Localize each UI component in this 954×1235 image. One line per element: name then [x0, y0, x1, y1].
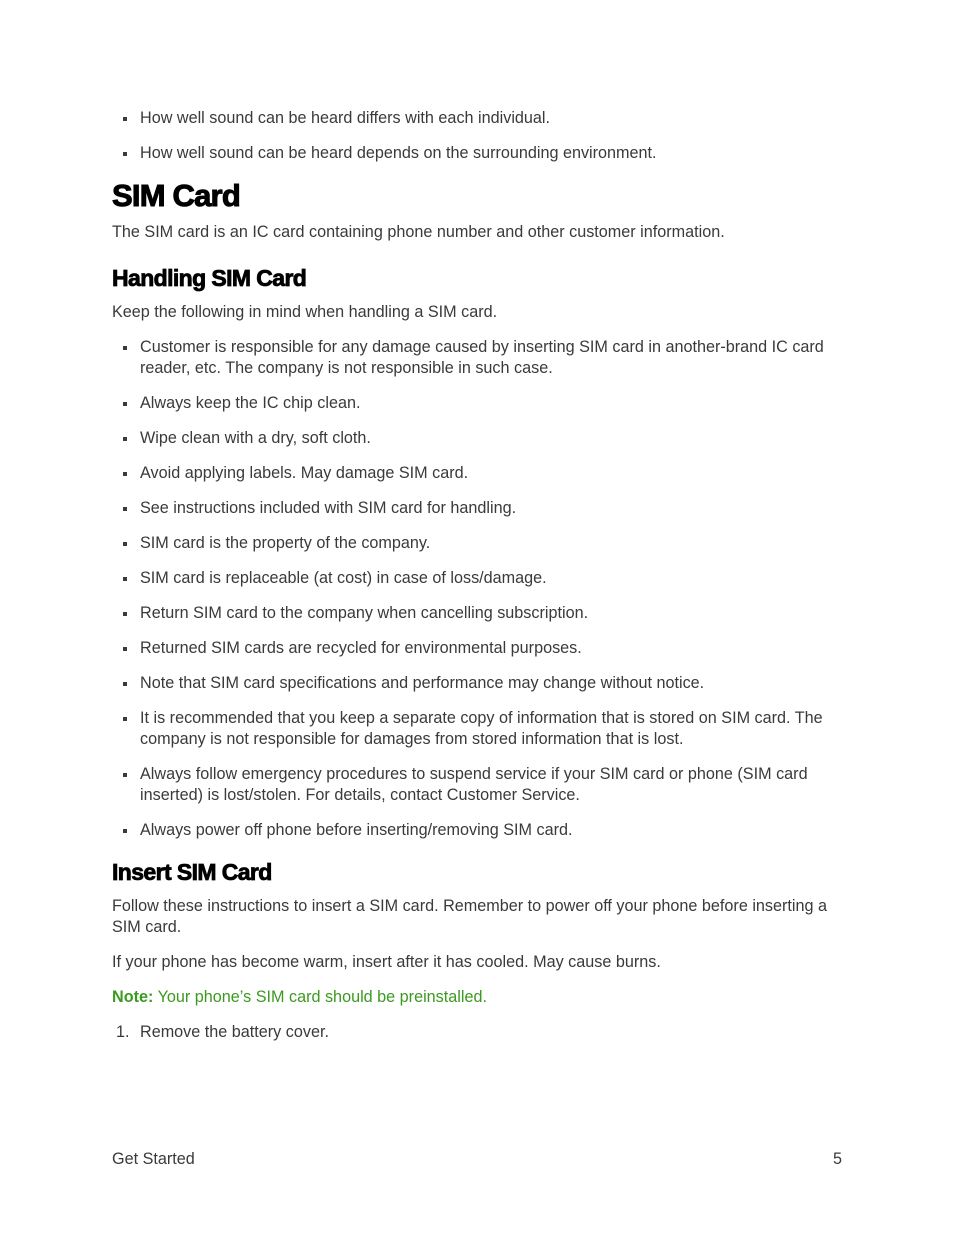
page-footer [112, 1150, 842, 1169]
insert-para-2: If your phone has become warm, insert after it has cooled. May cause burns. [112, 953, 661, 971]
note-callout [112, 987, 847, 1008]
list-item: SIM card is replaceable (at cost) in case of loss/damage. [112, 568, 847, 589]
footer-page-number: 5 [832, 1150, 842, 1168]
handling-heading: Handling SIM Card [112, 265, 307, 291]
list-item: Return SIM card to the company when cancelling subscription. [112, 603, 847, 624]
top-bullet-list [112, 108, 847, 164]
list-item: Always power off phone before inserting/removing SIM card. [112, 820, 847, 841]
handling-bullet-list [112, 337, 847, 841]
steps-list [112, 1022, 847, 1043]
note-text: Your phone’s SIM card should be preinstalled. [157, 988, 487, 1006]
step-item [112, 1022, 847, 1043]
document-page [112, 108, 847, 1043]
list-item: See instructions included with SIM card for handling. [112, 498, 847, 519]
step-number: 1. [116, 1023, 130, 1041]
list-item: SIM card is the property of the company. [112, 533, 847, 554]
list-item: Customer is responsible for any damage caused by inserting SIM card in another-brand IC card reader, etc. The company is not responsible in such case. [112, 337, 847, 379]
list-item: Wipe clean with a dry, soft cloth. [112, 428, 847, 449]
list-item: It is recommended that you keep a separate copy of information that is stored on SIM card. The company is not responsible for damages from stored information that is lost. [112, 708, 847, 750]
step-text: Remove the battery cover. [140, 1023, 329, 1041]
list-item: Always follow emergency procedures to suspend service if your SIM card or phone (SIM card inserted) is lost/stolen. For details, contact Customer Service. [112, 764, 847, 806]
list-item: Note that SIM card specifications and performance may change without notice. [112, 673, 847, 694]
list-item: Avoid applying labels. May damage SIM card. [112, 463, 847, 484]
sim-card-heading: SIM Card [112, 178, 240, 213]
handling-intro: Keep the following in mind when handling a SIM card. [112, 303, 498, 321]
footer-section: Get Started [112, 1150, 195, 1168]
list-item: Returned SIM cards are recycled for environmental purposes. [112, 638, 847, 659]
list-item: How well sound can be heard depends on the surrounding environment. [112, 143, 847, 164]
insert-para-1: Follow these instructions to insert a SIM card. Remember to power off your phone before inserting a SIM card. [112, 897, 828, 936]
note-label: Note: [112, 988, 154, 1006]
insert-heading: Insert SIM Card [112, 859, 272, 885]
list-item: How well sound can be heard differs with each individual. [112, 108, 847, 129]
sim-card-intro: The SIM card is an IC card containing phone number and other customer information. [112, 223, 725, 241]
list-item: Always keep the IC chip clean. [112, 393, 847, 414]
